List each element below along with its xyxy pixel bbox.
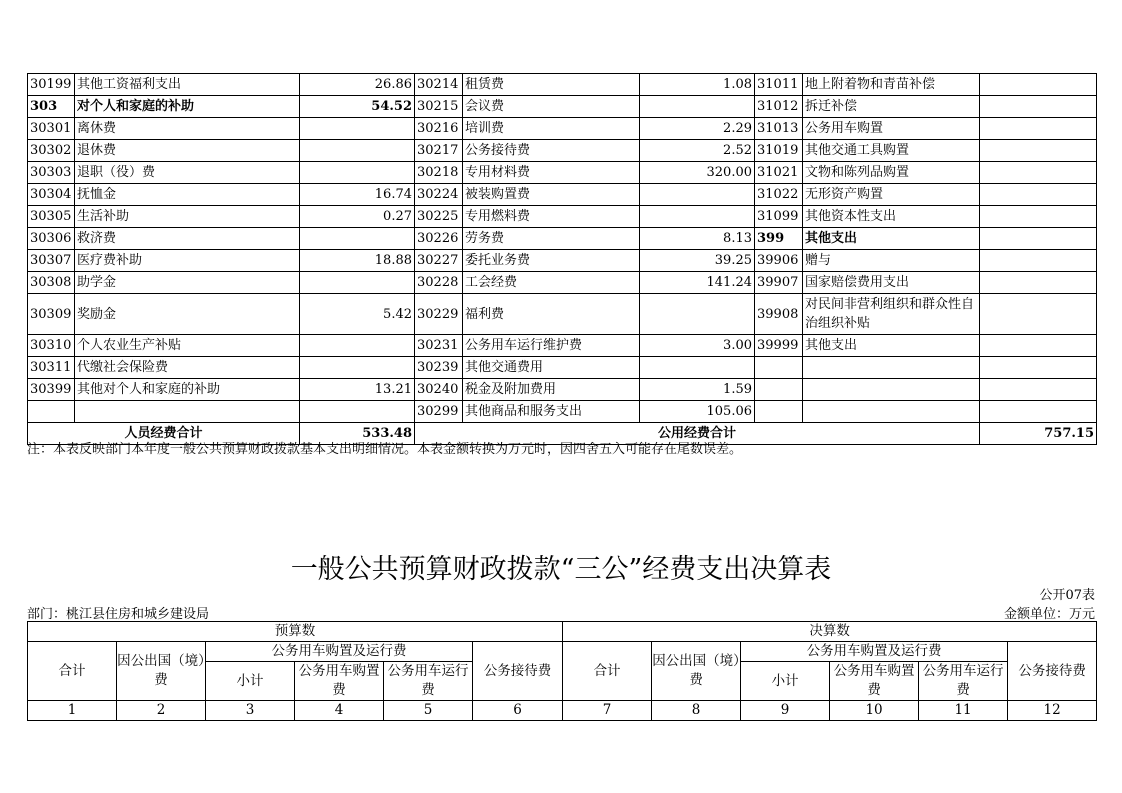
table-row	[28, 206, 1097, 228]
amount-cell	[980, 140, 1097, 162]
code-cell: 399	[755, 228, 803, 250]
name-cell: 退休费	[75, 140, 300, 162]
code-cell: 30299	[415, 401, 463, 423]
code-cell	[755, 379, 803, 401]
amount-cell: 320.00	[640, 162, 755, 184]
name-cell: 税金及附加费用	[463, 379, 640, 401]
amount-cell	[980, 74, 1097, 96]
table-row	[28, 140, 1097, 162]
budget-vehicle-purchase-header: 公务用车购置费	[295, 662, 384, 701]
table-row	[28, 272, 1097, 294]
budget-total-header: 合计	[28, 642, 117, 701]
table-code: 公开07表	[1039, 588, 1095, 603]
amount-cell	[980, 206, 1097, 228]
code-cell: 31021	[755, 162, 803, 184]
name-cell: 其他交通工具购置	[803, 140, 980, 162]
name-cell: 代缴社会保险费	[75, 357, 300, 379]
code-cell: 303	[28, 96, 75, 118]
amount-cell: 54.52	[300, 96, 415, 118]
code-cell: 30218	[415, 162, 463, 184]
name-cell: 其他支出	[803, 335, 980, 357]
table-row	[28, 250, 1097, 272]
code-cell: 30231	[415, 335, 463, 357]
amount-cell: 1.59	[640, 379, 755, 401]
col-number: 8	[652, 701, 741, 721]
final-header: 决算数	[563, 622, 1097, 642]
code-cell: 30399	[28, 379, 75, 401]
name-cell: 公务用车购置	[803, 118, 980, 140]
amount-cell	[980, 250, 1097, 272]
code-cell: 31013	[755, 118, 803, 140]
name-cell	[803, 357, 980, 379]
code-cell: 31012	[755, 96, 803, 118]
table-row	[28, 162, 1097, 184]
code-cell: 39999	[755, 335, 803, 357]
amount-cell: 2.52	[640, 140, 755, 162]
amount-cell	[980, 184, 1097, 206]
final-subtotal-header: 小计	[741, 662, 830, 701]
total-public-value: 757.15	[980, 423, 1097, 445]
amount-cell	[300, 272, 415, 294]
name-cell: 会议费	[463, 96, 640, 118]
code-cell: 39907	[755, 272, 803, 294]
name-cell: 工会经费	[463, 272, 640, 294]
name-cell: 救济费	[75, 228, 300, 250]
col-number: 1	[28, 701, 117, 721]
amount-cell	[300, 118, 415, 140]
name-cell: 公务接待费	[463, 140, 640, 162]
name-cell: 委托业务费	[463, 250, 640, 272]
budget-reception-header: 公务接待费	[473, 642, 563, 701]
code-cell: 30216	[415, 118, 463, 140]
amount-cell: 2.29	[640, 118, 755, 140]
code-cell: 30302	[28, 140, 75, 162]
code-cell: 30304	[28, 184, 75, 206]
name-cell: 其他商品和服务支出	[463, 401, 640, 423]
name-cell: 福利费	[463, 294, 640, 335]
final-reception-header: 公务接待费	[1008, 642, 1097, 701]
code-cell: 30199	[28, 74, 75, 96]
table-row	[28, 184, 1097, 206]
name-cell: 离休费	[75, 118, 300, 140]
code-cell: 30306	[28, 228, 75, 250]
col-number: 12	[1008, 701, 1097, 721]
name-cell: 租赁费	[463, 74, 640, 96]
amount-cell	[640, 184, 755, 206]
amount-cell	[300, 228, 415, 250]
code-cell	[755, 401, 803, 423]
code-cell: 30239	[415, 357, 463, 379]
name-cell: 文物和陈列品购置	[803, 162, 980, 184]
name-cell: 生活补助	[75, 206, 300, 228]
amount-cell	[640, 206, 755, 228]
final-abroad-header: 因公出国（境）费	[652, 642, 741, 701]
amount-cell	[980, 294, 1097, 335]
code-cell: 30224	[415, 184, 463, 206]
table-row	[28, 74, 1097, 96]
basic-expenditure-table	[27, 73, 1097, 445]
col-number: 4	[295, 701, 384, 721]
amount-cell: 141.24	[640, 272, 755, 294]
budget-abroad-header: 因公出国（境）费	[117, 642, 206, 701]
col-number: 9	[741, 701, 830, 721]
name-cell: 其他资本性支出	[803, 206, 980, 228]
col-number: 6	[473, 701, 563, 721]
amount-cell	[300, 357, 415, 379]
amount-cell: 13.21	[300, 379, 415, 401]
name-cell	[803, 379, 980, 401]
department-label: 部门：桃江县住房和城乡建设局	[27, 607, 210, 622]
amount-cell	[300, 335, 415, 357]
name-cell: 地上附着物和青苗补偿	[803, 74, 980, 96]
amount-cell	[980, 118, 1097, 140]
table-row	[28, 335, 1097, 357]
code-cell: 39908	[755, 294, 803, 335]
final-vehicle-purchase-header: 公务用车购置费	[830, 662, 919, 701]
unit-label: 金额单位：万元	[1003, 607, 1095, 622]
table-row	[28, 294, 1097, 335]
code-cell: 30301	[28, 118, 75, 140]
code-cell: 30225	[415, 206, 463, 228]
table-row	[28, 228, 1097, 250]
name-cell: 抚恤金	[75, 184, 300, 206]
column-number-row	[28, 701, 1097, 721]
code-cell	[755, 357, 803, 379]
name-cell: 专用燃料费	[463, 206, 640, 228]
name-cell: 被装购置费	[463, 184, 640, 206]
name-cell: 其他工资福利支出	[75, 74, 300, 96]
amount-cell	[300, 401, 415, 423]
amount-cell: 1.08	[640, 74, 755, 96]
total-personnel-label: 人员经费合计	[28, 423, 300, 445]
header-row-1	[28, 622, 1097, 642]
final-vehicle-operation-header: 公务用车运行费	[919, 662, 1008, 701]
table-row	[28, 379, 1097, 401]
page-title: 一般公共预算财政拨款“三公”经费支出决算表	[290, 554, 832, 585]
table-note: 注：本表反映部门本年度一般公共预算财政拨款基本支出明细情况。本表金额转换为万元时，因四舍五入可能存在尾数误差。	[27, 442, 743, 457]
name-cell	[75, 401, 300, 423]
amount-cell: 105.06	[640, 401, 755, 423]
amount-cell	[980, 96, 1097, 118]
name-cell: 奖励金	[75, 294, 300, 335]
code-cell: 30305	[28, 206, 75, 228]
name-cell: 劳务费	[463, 228, 640, 250]
total-personnel-value: 533.48	[300, 423, 415, 445]
name-cell: 退职（役）费	[75, 162, 300, 184]
amount-cell	[980, 228, 1097, 250]
code-cell: 30228	[415, 272, 463, 294]
amount-cell: 0.27	[300, 206, 415, 228]
name-cell: 助学金	[75, 272, 300, 294]
code-cell: 31022	[755, 184, 803, 206]
amount-cell	[980, 272, 1097, 294]
budget-header: 预算数	[28, 622, 563, 642]
code-cell: 30214	[415, 74, 463, 96]
amount-cell	[640, 96, 755, 118]
code-cell	[28, 401, 75, 423]
col-number: 2	[117, 701, 206, 721]
code-cell: 30240	[415, 379, 463, 401]
final-vehicle-group-header: 公务用车购置及运行费	[741, 642, 1008, 662]
col-number: 7	[563, 701, 652, 721]
amount-cell	[640, 294, 755, 335]
name-cell: 对民间非营利组织和群众性自治组织补贴	[803, 294, 980, 335]
table-row	[28, 96, 1097, 118]
amount-cell	[300, 140, 415, 162]
name-cell: 培训费	[463, 118, 640, 140]
amount-cell	[980, 335, 1097, 357]
budget-subtotal-header: 小计	[206, 662, 295, 701]
name-cell: 拆迁补偿	[803, 96, 980, 118]
code-cell: 30308	[28, 272, 75, 294]
name-cell: 公务用车运行维护费	[463, 335, 640, 357]
amount-cell	[640, 357, 755, 379]
amount-cell: 26.86	[300, 74, 415, 96]
amount-cell: 3.00	[640, 335, 755, 357]
code-cell: 30303	[28, 162, 75, 184]
code-cell: 39906	[755, 250, 803, 272]
table-row	[28, 118, 1097, 140]
name-cell: 无形资产购置	[803, 184, 980, 206]
col-number: 3	[206, 701, 295, 721]
code-cell: 30309	[28, 294, 75, 335]
budget-vehicle-operation-header: 公务用车运行费	[384, 662, 473, 701]
code-cell: 30217	[415, 140, 463, 162]
col-number: 5	[384, 701, 473, 721]
name-cell: 其他交通费用	[463, 357, 640, 379]
name-cell: 专用材料费	[463, 162, 640, 184]
name-cell	[803, 401, 980, 423]
name-cell: 对个人和家庭的补助	[75, 96, 300, 118]
name-cell: 国家赔偿费用支出	[803, 272, 980, 294]
amount-cell	[980, 379, 1097, 401]
name-cell: 赠与	[803, 250, 980, 272]
code-cell: 30215	[415, 96, 463, 118]
table-row	[28, 357, 1097, 379]
amount-cell: 39.25	[640, 250, 755, 272]
table-row	[28, 401, 1097, 423]
name-cell: 医疗费补助	[75, 250, 300, 272]
name-cell: 个人农业生产补贴	[75, 335, 300, 357]
final-total-header: 合计	[563, 642, 652, 701]
total-public-label: 公用经费合计	[415, 423, 980, 445]
amount-cell: 16.74	[300, 184, 415, 206]
amount-cell	[980, 357, 1097, 379]
amount-cell: 8.13	[640, 228, 755, 250]
code-cell: 30227	[415, 250, 463, 272]
amount-cell	[300, 162, 415, 184]
code-cell: 30310	[28, 335, 75, 357]
code-cell: 30307	[28, 250, 75, 272]
code-cell: 31011	[755, 74, 803, 96]
code-cell: 30226	[415, 228, 463, 250]
budget-vehicle-group-header: 公务用车购置及运行费	[206, 642, 473, 662]
col-number: 11	[919, 701, 1008, 721]
name-cell: 其他支出	[803, 228, 980, 250]
name-cell: 其他对个人和家庭的补助	[75, 379, 300, 401]
header-row-2	[28, 642, 1097, 662]
amount-cell: 18.88	[300, 250, 415, 272]
code-cell: 31099	[755, 206, 803, 228]
three-public-expense-table	[27, 621, 1097, 721]
code-cell: 30311	[28, 357, 75, 379]
amount-cell: 5.42	[300, 294, 415, 335]
code-cell: 31019	[755, 140, 803, 162]
code-cell: 30229	[415, 294, 463, 335]
amount-cell	[980, 162, 1097, 184]
amount-cell	[980, 401, 1097, 423]
col-number: 10	[830, 701, 919, 721]
